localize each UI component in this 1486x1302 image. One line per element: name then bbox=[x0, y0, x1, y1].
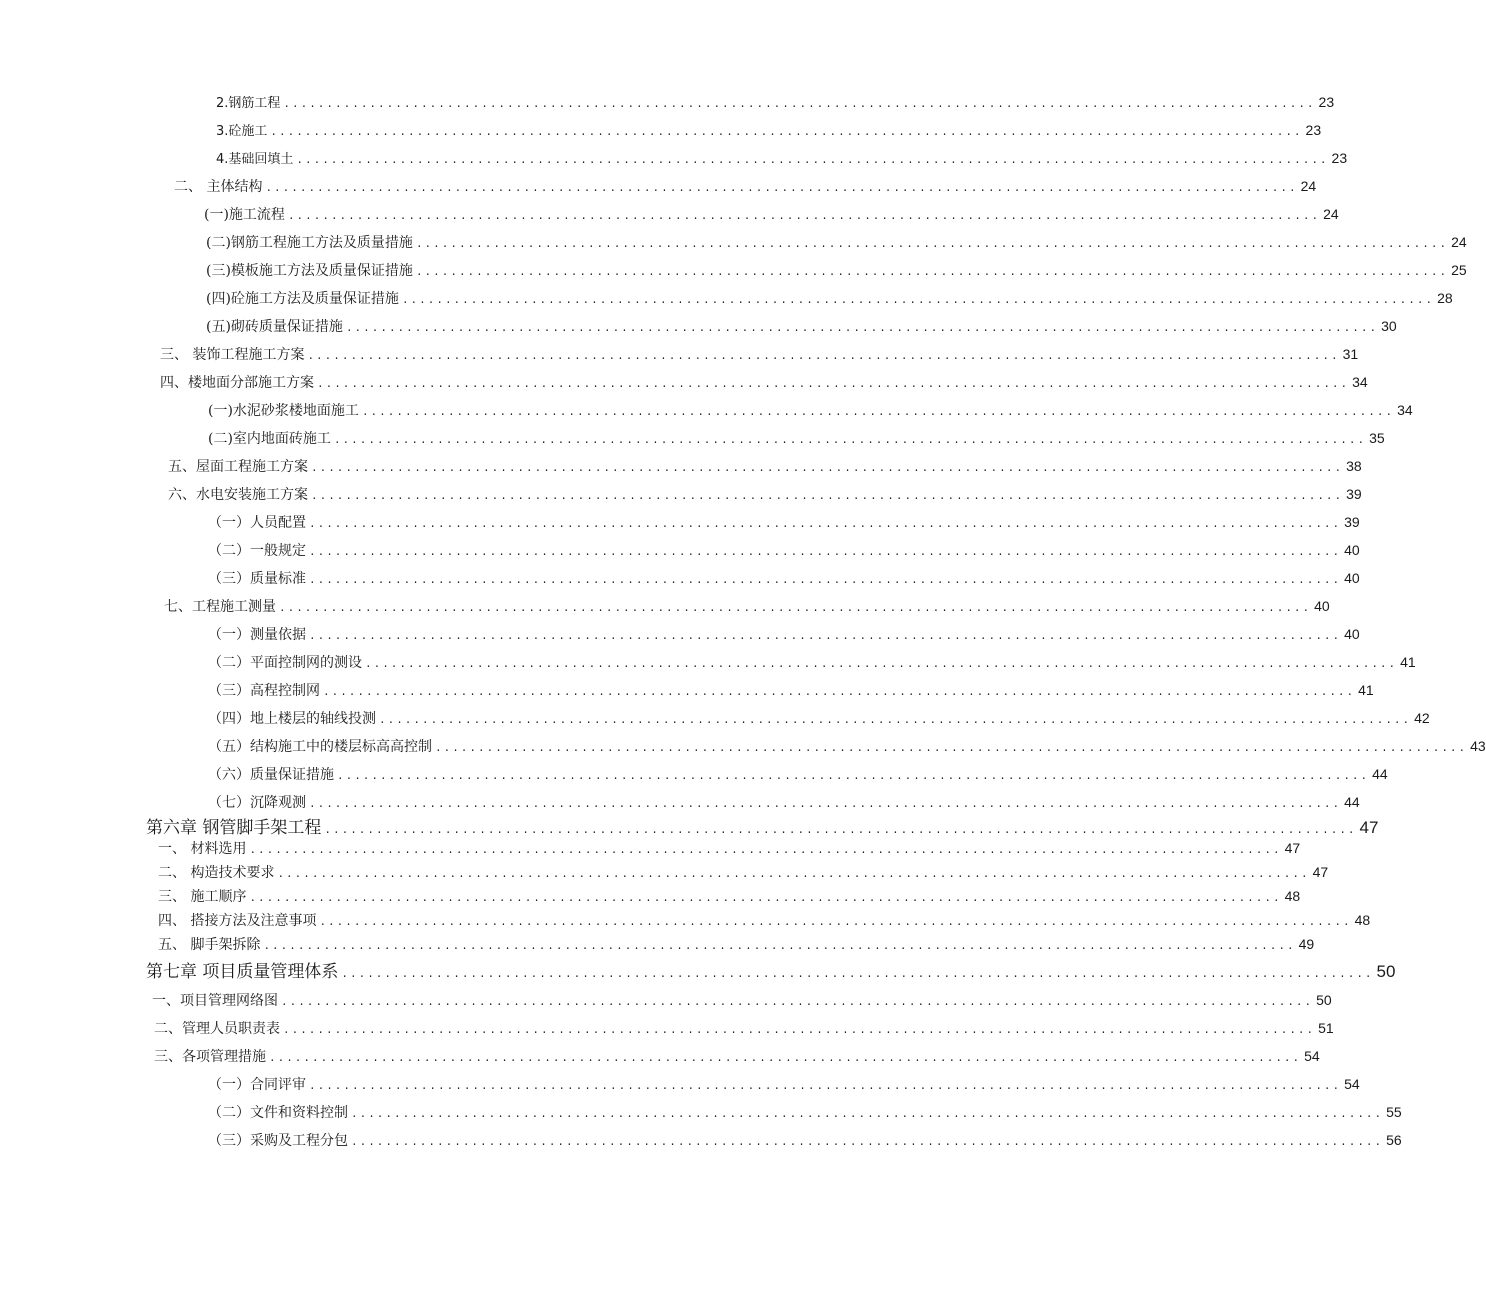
toc-entry[interactable] bbox=[208, 1100, 1402, 1124]
leader-dots: ........................................................................................................................ bbox=[319, 917, 1352, 929]
toc-entry[interactable] bbox=[208, 510, 1360, 534]
leader-dots: ........................................................................................................................ bbox=[323, 687, 1356, 699]
toc-entry-label: （三）采购及工程分包 bbox=[208, 1133, 348, 1149]
toc-entry-label: 第七章 项目质量管理体系 bbox=[146, 962, 339, 982]
toc-entry-page: 28 bbox=[1437, 290, 1453, 306]
toc-entry-label: 二、 主体结构 bbox=[174, 179, 263, 195]
toc-entry[interactable] bbox=[158, 932, 1315, 956]
toc-entry-label: (三)模板施工方法及质量保证措施 bbox=[206, 263, 413, 279]
leader-dots: ........................................................................................................................ bbox=[365, 659, 1398, 671]
leader-dots: ........................................................................................................................ bbox=[309, 519, 1342, 531]
toc-entry-page: 50 bbox=[1316, 992, 1332, 1008]
toc-entry-label: （二）一般规定 bbox=[208, 543, 306, 559]
leader-dots: ........................................................................................................................ bbox=[317, 379, 1350, 391]
toc-entry-label: （二）文件和资料控制 bbox=[208, 1105, 348, 1121]
toc-entry-page: 41 bbox=[1358, 682, 1374, 698]
toc-entry[interactable] bbox=[208, 734, 1486, 758]
toc-entry[interactable] bbox=[206, 314, 1397, 338]
toc-entry-page: 42 bbox=[1414, 710, 1430, 726]
toc-entry[interactable] bbox=[208, 398, 1413, 422]
toc-entry-label: 三、 施工顺序 bbox=[158, 889, 247, 905]
toc-entry-label: (四)砼施工方法及质量保证措施 bbox=[206, 291, 399, 307]
toc-entry-page: 39 bbox=[1346, 486, 1362, 502]
toc-entry[interactable] bbox=[174, 174, 1317, 198]
leader-dots: ........................................................................................................................ bbox=[361, 407, 1395, 419]
toc-entry[interactable] bbox=[158, 860, 1329, 884]
leader-dots: ........................................................................................................................ bbox=[265, 183, 1298, 195]
leader-dots: ........................................................................................................................ bbox=[311, 491, 1344, 503]
toc-entry-label: （六）质量保证措施 bbox=[208, 767, 334, 783]
toc-entry[interactable] bbox=[152, 988, 1332, 1012]
leader-dots: ........................................................................................................................ bbox=[287, 211, 1321, 223]
toc-entry-page: 40 bbox=[1314, 598, 1330, 614]
toc-entry[interactable] bbox=[168, 454, 1362, 478]
toc-entry-page: 54 bbox=[1344, 1076, 1360, 1092]
toc-entry-label: 五、屋面工程施工方案 bbox=[168, 459, 308, 475]
toc-entry[interactable] bbox=[208, 678, 1374, 702]
toc-entry-page: 47 bbox=[1284, 840, 1301, 856]
leader-dots: ........................................................................................................................ bbox=[249, 893, 1282, 905]
toc-entry[interactable] bbox=[168, 482, 1362, 506]
toc-entry[interactable] bbox=[216, 118, 1322, 142]
leader-dots: ........................................................................................................................ bbox=[345, 323, 1379, 335]
toc-entry[interactable] bbox=[208, 706, 1430, 730]
leader-dots: ........................................................................................................................ bbox=[296, 155, 1329, 167]
toc-entry[interactable] bbox=[208, 1128, 1402, 1152]
leader-dots: ........................................................................................................................ bbox=[401, 295, 1435, 307]
toc-entry-page: 40 bbox=[1344, 570, 1360, 586]
toc-entry-page: 44 bbox=[1344, 794, 1360, 810]
toc-entry[interactable] bbox=[208, 538, 1360, 562]
toc-entry[interactable] bbox=[208, 790, 1360, 814]
toc-entry-page: 47 bbox=[1359, 818, 1379, 837]
toc-entry-label: 五、 脚手架拆除 bbox=[158, 937, 261, 953]
toc-entry[interactable] bbox=[154, 1016, 1334, 1040]
toc-entry[interactable] bbox=[206, 258, 1467, 282]
toc-entry-label: （二）平面控制网的测设 bbox=[208, 655, 362, 671]
toc-entry[interactable] bbox=[158, 836, 1301, 860]
toc-entry-label: 三、 装饰工程施工方案 bbox=[160, 347, 305, 363]
toc-entry-label: 一、项目管理网络图 bbox=[152, 993, 278, 1009]
toc-entry[interactable] bbox=[216, 146, 1348, 170]
toc-entry-page: 56 bbox=[1386, 1132, 1402, 1148]
toc-entry-page: 55 bbox=[1386, 1104, 1402, 1120]
toc-entry-page: 23 bbox=[1331, 150, 1348, 166]
toc-entry[interactable] bbox=[158, 908, 1371, 932]
toc-entry[interactable] bbox=[216, 90, 1335, 114]
toc-entry-page: 39 bbox=[1344, 514, 1360, 530]
leader-dots: ........................................................................................................................ bbox=[341, 969, 1374, 981]
toc-entry-page: 51 bbox=[1318, 1020, 1334, 1036]
toc-entry-page: 43 bbox=[1470, 738, 1486, 754]
toc-entry-page: 41 bbox=[1400, 654, 1416, 670]
leader-dots: ........................................................................................................................ bbox=[435, 743, 1468, 755]
toc-entry[interactable] bbox=[208, 566, 1360, 590]
toc-entry-page: 50 bbox=[1376, 962, 1396, 981]
toc-entry-label: （一）测量依据 bbox=[208, 627, 306, 643]
leader-dots: ........................................................................................................................ bbox=[307, 351, 1340, 363]
toc-entry-page: 38 bbox=[1346, 458, 1362, 474]
toc-entry[interactable] bbox=[208, 1072, 1360, 1096]
leader-dots: ........................................................................................................................ bbox=[270, 127, 1303, 139]
toc-entry-label: 4.基础回填土 bbox=[216, 152, 294, 167]
leader-dots: ........................................................................................................................ bbox=[309, 547, 1342, 559]
leader-dots: ........................................................................................................................ bbox=[279, 603, 1312, 615]
toc-entry[interactable] bbox=[208, 650, 1416, 674]
toc-entry-page: 23 bbox=[1305, 122, 1322, 138]
toc-entry-label: 三、各项管理措施 bbox=[154, 1049, 266, 1065]
toc-entry-label: （四）地上楼层的轴线投测 bbox=[208, 711, 376, 727]
leader-dots: ........................................................................................................................ bbox=[351, 1109, 1384, 1121]
toc-entry[interactable] bbox=[204, 202, 1339, 226]
toc-entry-page: 48 bbox=[1354, 912, 1371, 928]
toc-entry[interactable] bbox=[208, 426, 1385, 450]
toc-entry-label: 六、水电安装施工方案 bbox=[168, 487, 308, 503]
toc-entry-label: （三）质量标准 bbox=[208, 571, 306, 587]
toc-entry-page: 34 bbox=[1397, 402, 1413, 418]
toc-entry-label: 四、 搭接方法及注意事项 bbox=[158, 913, 317, 929]
toc-entry-label: （七）沉降观测 bbox=[208, 795, 306, 811]
toc-entry[interactable] bbox=[160, 342, 1359, 366]
leader-dots: ........................................................................................................................ bbox=[309, 1081, 1342, 1093]
toc-entry-label: (二)室内地面砖施工 bbox=[208, 431, 331, 447]
toc-entry-label: 第六章 钢管脚手架工程 bbox=[146, 818, 322, 838]
toc-entry-page: 24 bbox=[1323, 206, 1339, 222]
toc-entry-page: 30 bbox=[1381, 318, 1397, 334]
leader-dots: ........................................................................................................................ bbox=[249, 845, 1282, 857]
toc-entry-page: 35 bbox=[1369, 430, 1385, 446]
toc-entry[interactable] bbox=[206, 230, 1467, 254]
toc-entry-page: 44 bbox=[1372, 766, 1388, 782]
leader-dots: ........................................................................................................................ bbox=[311, 463, 1344, 475]
toc-entry-page: 34 bbox=[1352, 374, 1368, 390]
leader-dots: ........................................................................................................................ bbox=[351, 1137, 1384, 1149]
leader-dots: ........................................................................................................................ bbox=[283, 1025, 1316, 1037]
toc-entry-page: 40 bbox=[1344, 626, 1360, 642]
toc-entry-page: 25 bbox=[1451, 262, 1467, 278]
leader-dots: ........................................................................................................................ bbox=[277, 869, 1310, 881]
toc-entry-label: (一)施工流程 bbox=[204, 207, 285, 223]
leader-dots: ........................................................................................................................ bbox=[269, 1053, 1302, 1065]
toc-entry[interactable] bbox=[164, 594, 1330, 618]
toc-entry[interactable] bbox=[158, 884, 1301, 908]
toc-entry-page: 40 bbox=[1344, 542, 1360, 558]
toc-entry[interactable] bbox=[154, 1044, 1320, 1068]
toc-entry[interactable] bbox=[208, 762, 1388, 786]
toc-entry-label: (五)砌砖质量保证措施 bbox=[206, 319, 343, 335]
toc-entry-label: 四、楼地面分部施工方案 bbox=[160, 375, 314, 391]
toc-entry-page: 24 bbox=[1300, 178, 1317, 194]
toc-entry-label: （一）合同评审 bbox=[208, 1077, 306, 1093]
leader-dots: ........................................................................................................................ bbox=[309, 799, 1342, 811]
toc-entry-label: (二)钢筋工程施工方法及质量措施 bbox=[206, 235, 413, 251]
leader-dots: ........................................................................................................................ bbox=[324, 825, 1357, 837]
toc-entry-label: 一、 材料选用 bbox=[158, 841, 247, 857]
toc-entry-page: 23 bbox=[1318, 94, 1335, 110]
leader-dots: ........................................................................................................................ bbox=[309, 575, 1342, 587]
leader-dots: ........................................................................................................................ bbox=[415, 267, 1449, 279]
leader-dots: ........................................................................................................................ bbox=[283, 99, 1316, 111]
toc-entry[interactable] bbox=[206, 286, 1453, 310]
leader-dots: ........................................................................................................................ bbox=[263, 941, 1296, 953]
leader-dots: ........................................................................................................................ bbox=[281, 997, 1314, 1009]
toc-entry-label: 七、工程施工测量 bbox=[164, 599, 276, 615]
toc-entry-page: 47 bbox=[1312, 864, 1329, 880]
toc-entry-page: 49 bbox=[1298, 936, 1315, 952]
leader-dots: ........................................................................................................................ bbox=[415, 239, 1449, 251]
toc-entry[interactable] bbox=[160, 370, 1368, 394]
toc-entry-label: 二、管理人员职责表 bbox=[154, 1021, 280, 1037]
toc-entry-label: （三）高程控制网 bbox=[208, 683, 320, 699]
leader-dots: ........................................................................................................................ bbox=[309, 631, 1342, 643]
leader-dots: ........................................................................................................................ bbox=[379, 715, 1412, 727]
toc-entry-label: （五）结构施工中的楼层标高高控制 bbox=[208, 739, 432, 755]
toc-entry-label: 2.钢筋工程 bbox=[216, 96, 281, 111]
toc-entry-page: 24 bbox=[1451, 234, 1467, 250]
toc-entry-page: 31 bbox=[1342, 346, 1359, 362]
toc-entry-label: 二、 构造技术要求 bbox=[158, 865, 275, 881]
leader-dots: ........................................................................................................................ bbox=[337, 771, 1370, 783]
toc-entry-label: (一)水泥砂浆楼地面施工 bbox=[208, 403, 359, 419]
toc-entry-page: 48 bbox=[1284, 888, 1301, 904]
toc-chapter-entry[interactable] bbox=[146, 958, 1396, 986]
toc-entry-page: 54 bbox=[1304, 1048, 1320, 1064]
toc-entry-label: 3.砼施工 bbox=[216, 124, 268, 139]
toc-entry[interactable] bbox=[208, 622, 1360, 646]
leader-dots: ........................................................................................................................ bbox=[333, 435, 1367, 447]
toc-entry-label: （一）人员配置 bbox=[208, 515, 306, 531]
